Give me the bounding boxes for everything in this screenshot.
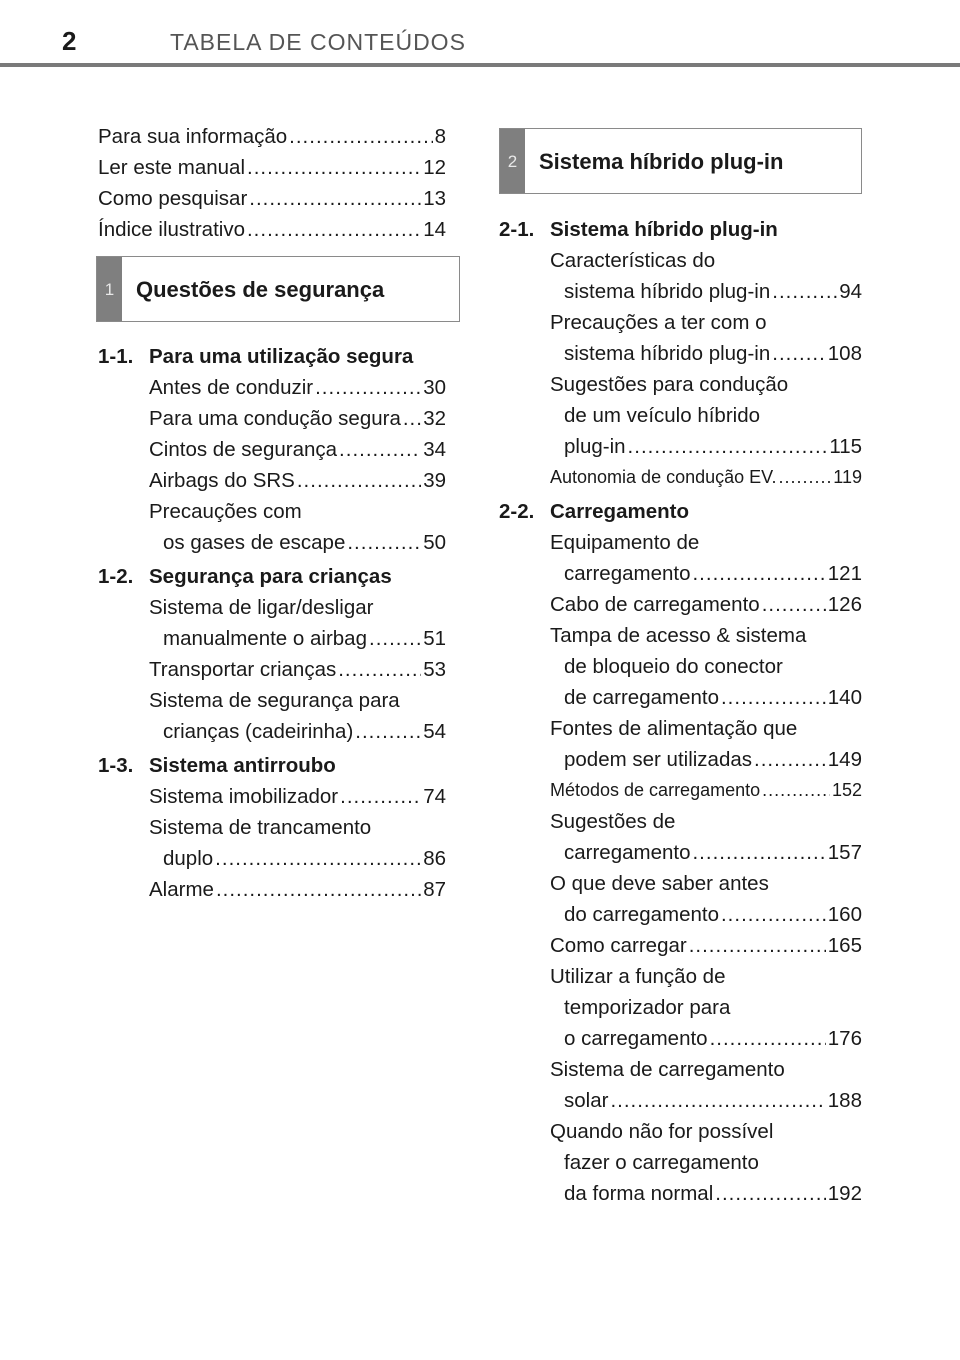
entry-page-number: 188	[827, 1089, 862, 1112]
toc-entry-link[interactable]	[550, 1085, 862, 1116]
entry-page-number: 126	[827, 593, 862, 616]
toc-entry-link[interactable]	[149, 372, 446, 403]
chapter-1-title: Questões de segurança	[136, 276, 385, 302]
entry-line: Sistema de trancamento	[149, 816, 372, 839]
toc-entry	[149, 654, 446, 685]
dot-leader	[247, 214, 421, 245]
dot-leader	[772, 276, 837, 307]
entry-page-number: 192	[827, 1182, 862, 1205]
toc-entry-link[interactable]	[149, 434, 446, 465]
entry-label: Antes de conduzir	[149, 376, 314, 399]
entry-line: Quando não for possível	[550, 1120, 774, 1143]
entry-page-number: 140	[827, 686, 862, 709]
dot-leader	[247, 152, 421, 183]
section-number: 2-2.	[499, 500, 535, 523]
toc-entry-link[interactable]	[550, 1023, 862, 1054]
dot-leader	[692, 837, 825, 868]
toc-entry	[550, 462, 862, 493]
entry-page-number: 50	[423, 531, 446, 554]
toc-entry-link[interactable]	[149, 781, 446, 812]
entry-page-number: 34	[423, 438, 446, 461]
toc-entry	[550, 1116, 862, 1209]
entry-page-number: 14	[423, 218, 446, 241]
chapter-2-box[interactable]	[499, 128, 862, 194]
entry-label: Autonomia de condução EV.	[550, 467, 777, 487]
entry-page-number: 94	[839, 280, 862, 303]
toc-entry-link[interactable]	[149, 654, 446, 685]
toc-entry-link[interactable]	[550, 338, 862, 369]
dot-leader	[689, 930, 826, 961]
toc-entry-link[interactable]	[550, 462, 862, 493]
section-entries	[499, 245, 862, 493]
dot-leader	[249, 183, 421, 214]
entry-page-number: 30	[423, 376, 446, 399]
dot-leader	[772, 338, 826, 369]
toc-entry	[550, 527, 862, 589]
toc-entry-link[interactable]	[149, 874, 446, 905]
dot-leader	[762, 775, 830, 806]
entry-page-number: 13	[423, 187, 446, 210]
section-heading[interactable]	[499, 496, 862, 527]
toc-entry-link[interactable]	[550, 558, 862, 589]
dot-leader	[754, 744, 826, 775]
entry-line: temporizador para	[564, 996, 731, 1019]
entry-page-number: 39	[423, 469, 446, 492]
chapter-2-number: 2	[500, 129, 525, 193]
toc-entry-link[interactable]	[550, 431, 862, 462]
section-heading[interactable]	[98, 750, 446, 781]
entry-line: de bloqueio do conector	[564, 655, 783, 678]
dot-leader	[715, 1178, 826, 1209]
entry-label: Ler este manual	[98, 156, 246, 179]
toc-entry-link[interactable]	[149, 716, 446, 747]
entry-label: Para uma condução segura	[149, 407, 401, 430]
entry-page-number: 115	[829, 435, 862, 458]
toc-entry	[149, 403, 446, 434]
toc-entry-link[interactable]	[149, 623, 446, 654]
entry-page-number: 86	[423, 847, 446, 870]
section-entries	[98, 592, 446, 747]
toc-entry-link[interactable]	[98, 214, 446, 245]
dot-leader	[779, 462, 832, 493]
dot-leader	[762, 589, 826, 620]
toc-entry-link[interactable]	[550, 682, 862, 713]
toc-entry	[149, 592, 446, 654]
entry-label: sistema híbrido plug-in	[564, 280, 771, 303]
entry-label: o carregamento	[564, 1027, 708, 1050]
dot-leader	[721, 899, 826, 930]
entry-line: Sugestões para condução	[550, 373, 789, 396]
section-title: Sistema antirroubo	[149, 754, 336, 777]
section-heading[interactable]	[98, 561, 446, 592]
entry-label: carregamento	[564, 841, 691, 864]
dot-leader	[610, 1085, 825, 1116]
toc-entry	[550, 589, 862, 620]
section-number: 1-2.	[98, 565, 134, 588]
dot-leader	[710, 1023, 826, 1054]
section-title: Carregamento	[550, 500, 689, 523]
entry-line: Características do	[550, 249, 716, 272]
section-number: 2-1.	[499, 218, 535, 241]
entry-label: os gases de escape	[163, 531, 346, 554]
header-divider	[0, 63, 960, 67]
entry-line: Precauções a ter com o	[550, 311, 767, 334]
toc-entry	[149, 685, 446, 747]
toc-entry-link[interactable]	[550, 930, 862, 961]
toc-entry	[550, 1054, 862, 1116]
toc-entry-link[interactable]	[98, 183, 446, 214]
entry-label: solar	[564, 1089, 609, 1112]
toc-entry	[149, 874, 446, 905]
toc-entry	[550, 245, 862, 307]
entry-line: de um veículo híbrido	[564, 404, 761, 427]
toc-entry-link[interactable]	[98, 152, 446, 183]
entry-page-number: 176	[827, 1027, 862, 1050]
entry-line: fazer o carregamento	[564, 1151, 759, 1174]
page-number: 2	[62, 26, 77, 56]
toc-entry	[550, 307, 862, 369]
toc-entry-link[interactable]	[149, 465, 446, 496]
toc-entry-link[interactable]	[550, 775, 862, 806]
entry-line: Equipamento de	[550, 531, 700, 554]
entry-label: podem ser utilizadas	[564, 748, 753, 771]
toc-entry-link[interactable]	[550, 899, 862, 930]
entry-line: Tampa de acesso & sistema	[550, 624, 807, 647]
entry-label: Como carregar	[550, 934, 687, 957]
chapter-1-number: 1	[97, 257, 122, 321]
entry-label: duplo	[163, 847, 214, 870]
toc-entry	[550, 961, 862, 1054]
dot-leader	[289, 121, 432, 152]
toc-entry-link[interactable]	[550, 276, 862, 307]
toc-left-column	[98, 121, 446, 905]
entry-line: Precauções com	[149, 500, 302, 523]
entry-label: Airbags do SRS	[149, 469, 295, 492]
dot-leader	[347, 527, 421, 558]
header-title: TABELA DE CONTEÚDOS	[170, 29, 466, 55]
toc-entry	[149, 372, 446, 403]
toc-entry	[149, 812, 446, 874]
chapter-1-box[interactable]	[96, 256, 460, 322]
entry-label: do carregamento	[564, 903, 719, 926]
entry-page-number: 12	[423, 156, 446, 179]
entry-page-number: 165	[827, 934, 862, 957]
entry-line: Fontes de alimentação que	[550, 717, 798, 740]
entry-page-number: 53	[423, 658, 446, 681]
section-title: Segurança para crianças	[149, 565, 392, 588]
entry-page-number: 54	[423, 720, 446, 743]
dot-leader	[369, 623, 421, 654]
entry-label: Cintos de segurança	[149, 438, 338, 461]
toc-entry-link[interactable]	[550, 1178, 862, 1209]
section-title: Sistema híbrido plug-in	[550, 218, 778, 241]
chapter-2-sections	[499, 214, 862, 1209]
entry-label: plug-in	[564, 435, 626, 458]
chapter-2-title: Sistema híbrido plug-in	[539, 148, 784, 174]
entry-label: Índice ilustrativo	[98, 218, 245, 241]
dot-leader	[315, 372, 421, 403]
section-number: 1-3.	[98, 754, 134, 777]
entry-label: Para sua informação	[98, 125, 288, 148]
dot-leader	[355, 716, 421, 747]
entry-page-number: 157	[827, 841, 862, 864]
entry-label: Métodos de carregamento	[550, 780, 761, 800]
section-title: Para uma utilização segura	[149, 345, 414, 368]
toc-entry-link[interactable]	[550, 744, 862, 775]
entry-label: crianças (cadeirinha)	[163, 720, 354, 743]
entry-label: Sistema imobilizador	[149, 785, 339, 808]
toc-entry	[149, 434, 446, 465]
section-entries	[499, 527, 862, 1209]
dot-leader	[297, 465, 421, 496]
entry-page-number: 121	[827, 562, 862, 585]
entry-label: Como pesquisar	[98, 187, 248, 210]
entry-page-number: 108	[827, 342, 862, 365]
toc-entry	[550, 775, 862, 806]
section-heading[interactable]	[98, 341, 446, 372]
entry-page-number: 152	[831, 780, 862, 800]
toc-entry	[149, 781, 446, 812]
section-entries	[98, 372, 446, 558]
toc-entry-link[interactable]	[550, 837, 862, 868]
toc-entry-link[interactable]	[149, 403, 446, 434]
dot-leader	[340, 781, 421, 812]
entry-page-number: 149	[827, 748, 862, 771]
toc-entry	[550, 713, 862, 775]
entry-label: Alarme	[149, 878, 214, 901]
dot-leader	[403, 403, 421, 434]
dot-leader	[692, 558, 825, 589]
toc-entry	[149, 465, 446, 496]
entry-label: manualmente o airbag	[163, 627, 367, 650]
dot-leader	[338, 654, 421, 685]
toc-entry	[550, 369, 862, 462]
toc-right-column	[499, 128, 862, 1209]
entry-page-number: 32	[423, 407, 446, 430]
section-number: 1-1.	[98, 345, 134, 368]
entry-page-number: 74	[423, 785, 446, 808]
entry-line: Sistema de ligar/desligar	[149, 596, 374, 619]
entry-label: sistema híbrido plug-in	[564, 342, 771, 365]
toc-entry-link[interactable]	[149, 843, 446, 874]
entry-label: Cabo de carregamento	[550, 593, 760, 616]
toc-entry-link[interactable]	[98, 121, 446, 152]
toc-entry-link[interactable]	[149, 527, 446, 558]
entry-page-number: 87	[423, 878, 446, 901]
entry-page-number: 119	[833, 467, 862, 487]
entry-label: de carregamento	[564, 686, 719, 709]
entry-page-number: 51	[423, 627, 446, 650]
section-entries	[98, 781, 446, 905]
entry-label: da forma normal	[564, 1182, 714, 1205]
dot-leader	[216, 874, 421, 905]
dot-leader	[339, 434, 421, 465]
entry-line: O que deve saber antes	[550, 872, 769, 895]
entry-line: Sistema de segurança para	[149, 689, 400, 712]
chapter-1-sections	[98, 341, 446, 905]
toc-entry	[149, 496, 446, 558]
page-header	[0, 0, 960, 66]
toc-entry-link[interactable]	[550, 589, 862, 620]
dot-leader	[215, 843, 421, 874]
toc-entry	[550, 868, 862, 930]
dot-leader	[721, 682, 826, 713]
entry-label: Transportar crianças	[149, 658, 337, 681]
entry-line: Utilizar a função de	[550, 965, 726, 988]
entry-line: Sistema de carregamento	[550, 1058, 785, 1081]
entry-page-number: 8	[434, 125, 446, 148]
entry-label: carregamento	[564, 562, 691, 585]
dot-leader	[628, 431, 828, 462]
intro-list	[98, 121, 446, 245]
entry-line: Sugestões de	[550, 810, 676, 833]
entry-page-number: 160	[827, 903, 862, 926]
toc-entry	[550, 620, 862, 713]
toc-entry	[550, 806, 862, 868]
toc-entry	[550, 930, 862, 961]
section-heading[interactable]	[499, 214, 862, 245]
